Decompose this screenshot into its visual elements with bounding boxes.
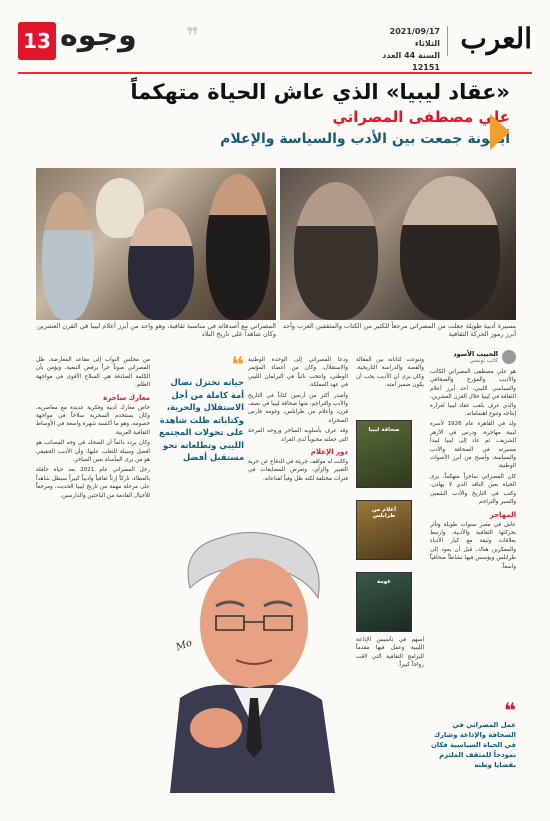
pull-quote-secondary <box>430 700 516 800</box>
logo-block <box>372 22 532 72</box>
person-figure <box>400 176 500 320</box>
article-column-4 <box>36 356 150 788</box>
newspaper-logo: العرب <box>460 22 532 55</box>
section-title: وجوه <box>60 18 137 53</box>
pull-quote-secondary-text: عمل المصراتي في الصحافة والإذاعة وشارك في الحياة السياسية فكان نموذجاً للمثقف الملتزم بقضايا وطنه <box>430 721 516 769</box>
paragraph: وقد عرف بأسلوبه الساخر وروحه المرحة التي جعلته محبوباً لدى القراء. <box>248 428 348 443</box>
article-column-3-lower <box>356 636 424 796</box>
pull-quote <box>156 353 244 526</box>
paragraph: عاش في مصر سنوات طويلة وتأثر بحركتها الثقافية والأدبية، وارتبط بعلاقات وثيقة مع كبار الأدباء والمفكرين هناك، قبل أن يعود إلى طرابلس ويؤسس فيها نشاطاً صحافياً واسعاً. <box>430 521 516 570</box>
author-avatar <box>502 350 516 364</box>
author-byline <box>430 350 516 366</box>
person-figure <box>294 182 378 320</box>
issue-info <box>372 26 440 74</box>
paragraph: رحل المصراتي عام 2021 بعد حياة حافلة بالعطاء، تاركاً إرثاً ثقافياً وأدبياً كبيراً سيظل شاهداً على مرحلة مهمة من تاريخ ليبيا الحديث، ومرجعاً للأجيال القادمة من الباحثين والدارسين. <box>36 467 150 499</box>
headline: «عقاد ليبيا» الذي عاش الحياة متهكماً <box>130 80 510 104</box>
paragraph: وتنوعت كتاباته بين المقالة والقصة والدراسة التاريخية، وكان يرى أن الأديب يجب أن يكون ضمير أمته. <box>356 357 424 389</box>
subheadline: علي مصطفى المصراتي <box>332 108 510 126</box>
section-subheading: المهاجر <box>489 510 516 519</box>
quote-icon: ❝ <box>504 698 516 722</box>
portrait-illustration <box>150 528 350 793</box>
person-figure <box>128 208 194 320</box>
photo-group <box>36 168 276 320</box>
deck: أيقونة جمعت بين الأدب والسياسة والإعلام <box>220 131 510 147</box>
author-name: الحبيب الأسود <box>453 350 498 358</box>
photo-caption-right: مسيرة أدبية طويلة جعلت من المصراتي مرجعاً للكثير من الكتاب والمثقفين العرب وأحد أبرز رموز الحركة الثقافية <box>282 322 516 338</box>
quote-icon: ❝ <box>231 353 244 378</box>
article-column-2 <box>248 356 348 528</box>
issue-date: 2021/09/17 الثلاثاء <box>389 27 440 48</box>
arrow-icon <box>490 114 510 150</box>
page-number: 13 <box>18 22 56 60</box>
logo-divider <box>447 26 448 56</box>
issue-number: السنة 44 العدد 12151 <box>382 51 440 72</box>
book-title: غومة <box>377 579 391 585</box>
quote-icon: ❞ <box>186 24 199 49</box>
paragraph: وكانت له مواقف جريئة في الدفاع عن حرية التعبير والرأي، وتعرض للمضايقات في فترات مختلفة لكنه ظل وفياً لقناعاته. <box>248 459 348 482</box>
section-subheading: معارك ساخرة <box>103 393 150 402</box>
pull-quote-text: حياته تختزل نضال أمة كاملة من أجل الاستقلال والحرية، وكتاباته ظلت شاهدة على تحولات المجتمع الليبي وتطلعاته نحو مستقبل أفضل <box>159 377 244 462</box>
author-role: كاتب تونسي <box>469 358 498 364</box>
person-figure <box>42 192 94 320</box>
person-figure <box>206 174 270 320</box>
article-column-3 <box>356 356 424 418</box>
book-cover <box>356 420 412 488</box>
photo-caption-left: المصراتي مع أصدقائه في مناسبة ثقافية، وهو واحد من أبرز أعلام ليبيا في القرن العشرين وكان شاهداً على تاريخ البلاد <box>37 322 276 338</box>
paragraph: أسهم في تأسيس الإذاعة الليبية وعمل فيها مقدماً للبرامج الثقافية التي لاقت رواجاً كبيراً. <box>356 637 424 669</box>
paragraph: هو علي مصطفى المصراتي الكاتب والأديب والمؤرخ والصحافي والسياسي الليبي، أحد أبرز أعلام الثقافة في ليبيا خلال القرن العشرين، والذي عرف بلقب عقاد ليبيا لغزارة إنتاجه وتنوع اهتماماته. <box>430 369 516 418</box>
paragraph: وكان يردد دائماً أن الضحك في وجه المصائب هو أفضل وسيلة للتغلب عليها، وأن الأديب الحقيقي هو من يرى المأساة بعين الساخر. <box>36 440 150 464</box>
photo-archive <box>280 168 516 320</box>
section-subheading: دور الإعلام <box>310 448 348 457</box>
paragraph: ولد في القاهرة عام 1926 لأسرة ليبية مهاجرة، ودرس في الأزهر الشريف، ثم عاد إلى ليبيا ليبدأ مسيرته في الصحافة والأدب والسياسة، وأصبح من أبرز الأصوات الوطنية. <box>430 421 516 470</box>
book-cover <box>356 572 412 632</box>
paragraph: من مجلس النواب إلى مقاعد المعارضة، ظل المصراتي صوتاً حراً يرفض التبعية، ويؤمن بأن الكلمة الصادقة هي السلاح الأقوى في مواجهة الظلم. <box>36 357 150 389</box>
book-cover <box>356 500 412 560</box>
artist-signature: Mo <box>174 637 194 654</box>
article-column-1 <box>430 368 516 688</box>
paragraph: وأصدر أكثر من أربعين كتاباً في التاريخ والأدب والتراجم، منها صحافة ليبيا في نصف قرن، وأعلام من طرابلس، وغومة فارس الصحراء. <box>248 392 348 424</box>
hand <box>190 708 242 748</box>
book-title: صحافة ليبيا <box>368 427 400 433</box>
book-title: أعلام من طرابلس <box>371 507 397 519</box>
paragraph: خاض معارك أدبية وفكرية عديدة مع معاصريه، وكان يستخدم السخرية سلاحاً في مواجهة خصومه، وهو ما أكسبه شهرة واسعة في الأوساط الثقافية العربية. <box>36 404 150 436</box>
paragraph: ودعا المصراتي إلى الوحدة الوطنية والاستقلال، وكان من أعضاء المؤتمر الوطني، وانتخب نائباً في البرلمان الليبي في عهد المملكة. <box>248 357 348 389</box>
masthead <box>18 18 532 74</box>
headline-block <box>40 78 510 162</box>
paragraph: كان المصراتي ساخراً متهكماً، يرى الحياة بعين الناقد الذي لا يهادن، وكتب في التاريخ والأدب الشعبي والسير والتراجم. <box>430 473 516 506</box>
